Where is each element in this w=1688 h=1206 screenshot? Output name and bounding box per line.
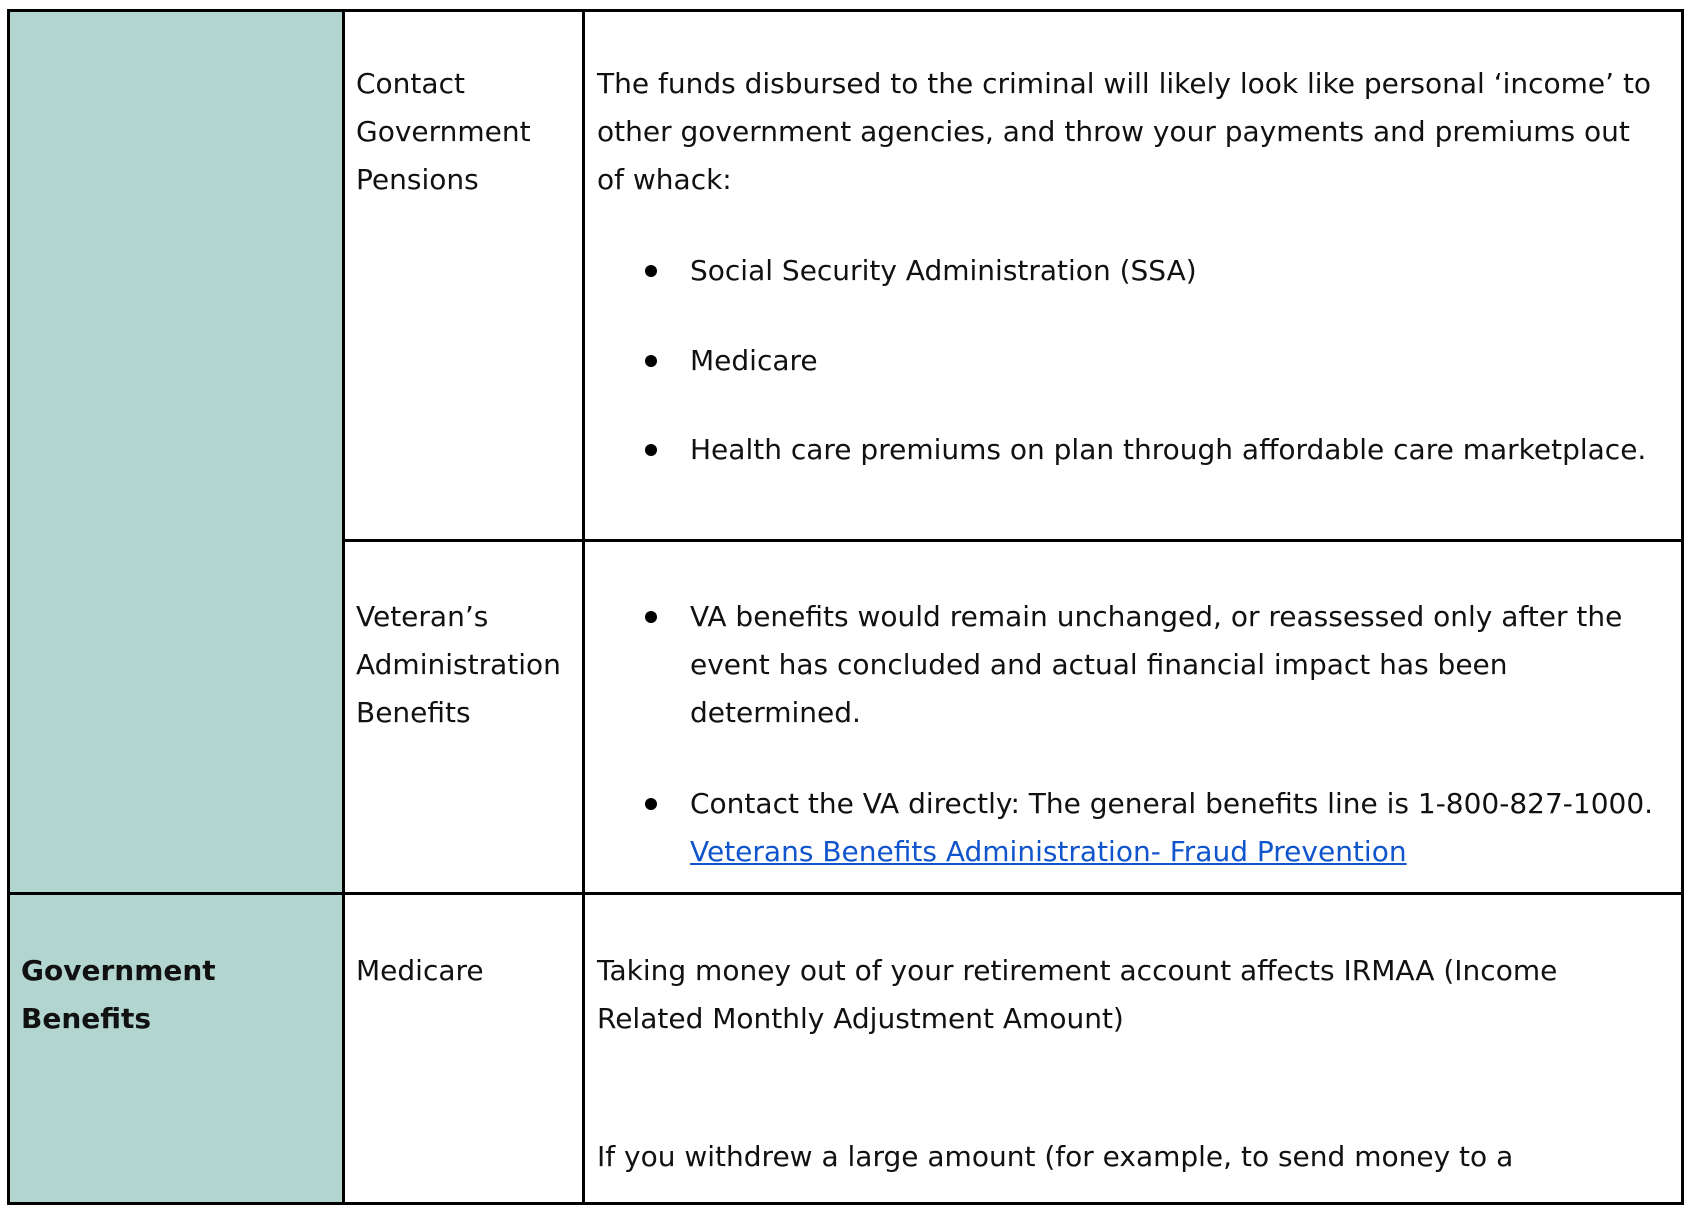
row-divider-2 <box>7 892 1684 895</box>
table-border-bottom <box>7 1202 1684 1205</box>
veterans-label-line-3: Benefits <box>356 696 471 729</box>
medicare-para1-line-1: Taking money out of your retirement account affects IRMAA (Income <box>597 954 1558 987</box>
bullet-medicare: Medicare <box>690 344 818 377</box>
va-fraud-prevention-link[interactable]: Veterans Benefits Administration- Fraud Prevention <box>690 835 1407 868</box>
table-border-left <box>7 9 10 1205</box>
bullet-dot <box>645 444 657 456</box>
medicare-para2-line-1: If you withdrew a large amount (for example, to send money to a <box>597 1140 1514 1173</box>
bullet-ssa: Social Security Administration (SSA) <box>690 254 1197 287</box>
bullet-dot <box>645 611 657 623</box>
va-bullet-line-1: VA benefits would remain unchanged, or reassessed only after the <box>690 600 1623 633</box>
pensions-label-line-3: Pensions <box>356 163 479 196</box>
section-title-line-1: Government <box>21 954 216 987</box>
bullet-dot <box>645 798 657 810</box>
bullet-health-care: Health care premiums on plan through affordable care marketplace. <box>690 433 1647 466</box>
pensions-intro-line-1: The funds disbursed to the criminal will likely look like personal ‘income’ to <box>597 67 1652 100</box>
medicare-para1-line-2: Related Monthly Adjustment Amount) <box>597 1002 1124 1035</box>
row-divider-1 <box>342 539 1684 542</box>
pensions-label-line-2: Government <box>356 115 531 148</box>
bullet-dot <box>645 355 657 367</box>
column-divider-1 <box>342 9 345 1205</box>
table-border-right <box>1681 9 1684 1205</box>
section-title-line-2: Benefits <box>21 1002 152 1035</box>
pensions-intro-line-2: other government agencies, and throw your payments and premiums out <box>597 115 1630 148</box>
veterans-label-line-2: Administration <box>356 648 561 681</box>
va-contact-text: Contact the VA directly: The general benefits line is 1-800-827-1000. <box>690 787 1654 820</box>
va-bullet-line-3: determined. <box>690 696 861 729</box>
table-border-top <box>7 9 1684 12</box>
column-divider-2 <box>582 9 585 1205</box>
va-bullet-line-2: event has concluded and actual financial impact has been <box>690 648 1508 681</box>
medicare-label: Medicare <box>356 954 484 987</box>
pensions-intro-line-3: of whack: <box>597 163 732 196</box>
pensions-label-line-1: Contact <box>356 67 465 100</box>
bullet-dot <box>645 265 657 277</box>
veterans-label-line-1: Veteran’s <box>356 600 489 633</box>
